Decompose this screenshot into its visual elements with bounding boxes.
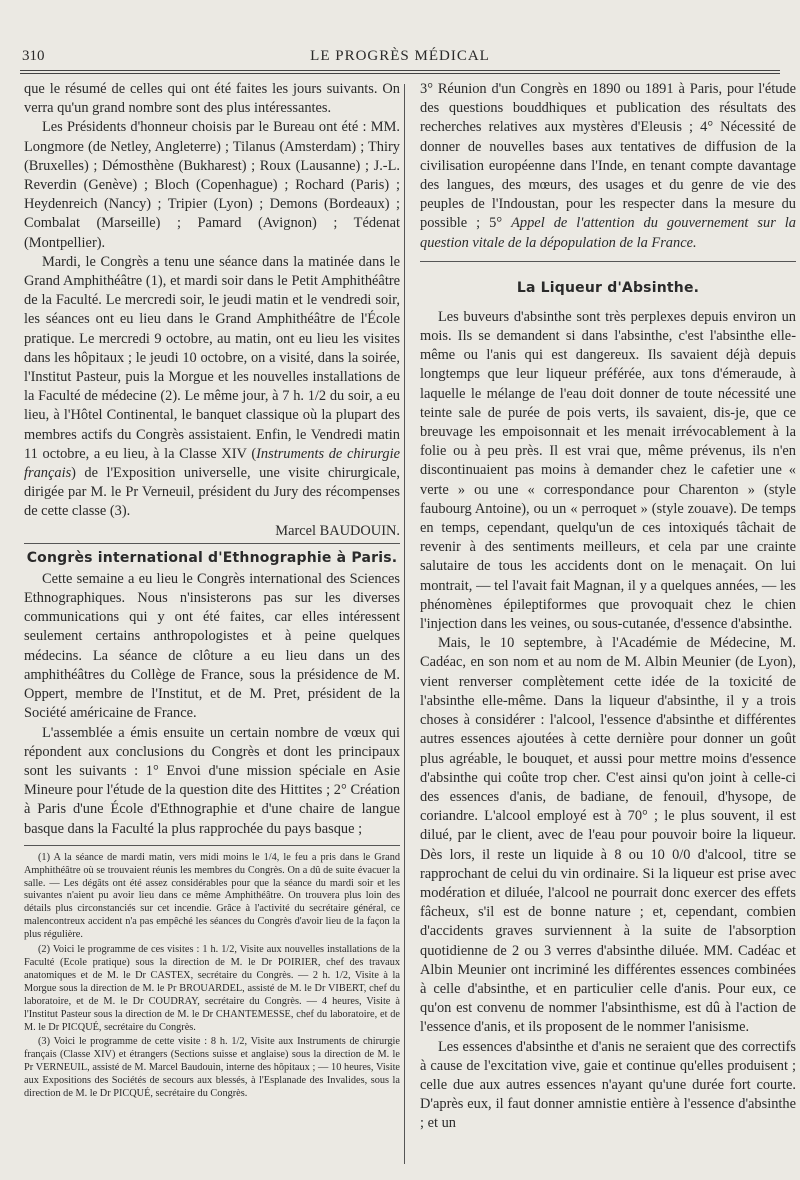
column-divider (404, 84, 405, 1164)
page-number: 310 (22, 48, 45, 64)
running-header (22, 46, 778, 68)
paragraph: Mais, le 10 septembre, à l'Académie de Médecine, M. Cadéac, en son nom et au nom de M. Albin Meunier (de Lyon), vient renverser complètement cette idée de la toxicité de l'absinthe elle-même. Dans la liqueur d'absinthe, il y a trois choses à considérer : l'alcool, l'essence d'absinthe et différentes autres essences ajoutées à cette dernière pour donner un goût plus agréable, le bouquet, et aussi pour mettre moins d'essence d'absinthe qui coûte trop cher. C'est ainsi qu'on joint à celle-ci des essences d'anis, de badiane, de fenouil, d'hysope, de coriandre. L'alcool employé est à 70° ; le plus souvent, il est dilué, par le client, avec de l'eau pour pouvoir boire la liqueur. Dès lors, il reste un liquide à 8 ou 10 0/0 d'alcool, titre se rapprochant de celui du vin ordinaire. Si la liqueur est prise avec modération et diluée, l'alcool ne pourrait donc exercer des effets fâcheux, s'il est de bonne nature ; et, cependant, combien d'accidents graves surviennent à la suite de l'absorption quotidienne de 2 ou 3 verres d'absinthe diluée. MM. Cadéac et Albin Meunier ont incriminé les différentes essences combinées à celle d'absinthe, et en particulier celle d'anis. Pour eux, ce qu'on est convenu de nommer l'absinthisme, est dû à l'action de l'essence d'anis, et ils proposent de le nommer l'anisisme. (420, 635, 796, 1036)
header-rule-second (20, 73, 780, 74)
paragraph: Les essences d'absinthe et d'anis ne seraient que des correctifs à cause de l'excitation vive, gaie et continue qu'elles produisent ; celle due aux autres essences n'ayant qu'une durée fort courte. D'après eux, il faut donner amnistie entière à l'essence d'absinthe ; et un (420, 1038, 796, 1132)
paragraph: Les Présidents d'honneur choisis par le Bureau ont été : MM. Longmore (de Netley, Angleterre) ; Tilanus (Amsterdam) ; Thiry (Bruxelles) ; Démosthène (Bukharest) ; Roux (Lausanne) ; J.-L. Reverdin (Genève) ; Bloch (Copenhague) ; Rochard (Paris) ; Heydenreich (Nancy) ; Tripier (Lyon) ; Demons (Bordeaux) ; Combalat (Marseille) ; Pamard (Avignon) ; Tédenat (Montpellier). (24, 119, 400, 251)
left-column (24, 80, 400, 1103)
footnotes (24, 845, 400, 1101)
text-run: Mardi, le Congrès a tenu une séance dans la matinée dans le Grand Amphithéâtre (1), et mardi soir dans le Petit Amphithéâtre de la Faculté. Le mercredi soir, le jeudi matin et le vendredi soir, les séances ont eu lieu dans le Grand Amphithéâtre de l'École pratique. Le mercredi 9 octobre, au matin, ont eu lieu les visites dans les hôpitaux ; le jeudi 10 octobre, on a visité, dans la soirée, l'Institut Pasteur, puis la Morgue et les nouvelles installations de la Faculté de médecine (2). Le même jour, à 7 h. 1/2 du soir, a eu lieu, à l'Hôtel Continental, le banquet classique où la plupart des membres actifs du Congrès assistaient. Enfin, le Vendredi matin 11 octobre, a eu lieu, à la Classe XIV ( (24, 253, 400, 462)
section-rule (24, 543, 400, 544)
footnote: (2) Voici le programme de ces visites : 1 h. 1/2, Visite aux nouvelles installations de la Faculté (Ecole pratique) sous la direction de M. le Dr POIRIER, chef des travaux anatomiques et de M. le Dr CASTEX, secrétaire du Congrès. — 2 h. 1/2, Visite à la Morgue sous la direction de M. le Pr BROUARDEL, assisté de M. le Dr VIBERT, chef du laboratoire, et de M. le Dr COUDRAY, secrétaire du Congrès. — 4 heures, Visite à l'Institut Pasteur sous la direction de M. le Dr CHANTEMESSE, chef du laboratoire, et de M. le Dr PICQUÉ, secrétaire du Congrès. (24, 944, 400, 1033)
section-heading: Congrès international d'Ethnographie à Paris. (26, 549, 398, 566)
right-column (420, 80, 796, 1134)
paragraph: Cette semaine a eu lieu le Congrès international des Sciences Ethnographiques. Nous n'insisterons pas sur les diverses communications qui y ont été faites, car elles intéressent seulement certains anthropologistes et à peine quelques médecins. La séance de clôture a eu lieu dans un des amphithéâtres du Collège de France, sous la présidence de M. Oppert, membre de l'Institut, et de M. Pret, président de la Société américaine de France. (24, 570, 400, 722)
footnote: (1) A la séance de mardi matin, vers midi moins le 1/4, le feu a pris dans le Grand Amphithéâtre où se trouvaient réunis les membres du Congrès. On a dû de suite évacuer la salle. — Les dégâts ont été assez considérables pour que la séance du mardi soir et les suivantes n'aient pu avoir lieu dans ce même Amphithéâtre. On trouvera plus loin des détails plus circonstanciés sur cet incendie. Grâce à l'activité du secrétaire général, ce malencontreux accident n'a pas empêché les séances du Congrès d'avoir lieu de la façon la plus régulière. (24, 851, 400, 941)
header-rule (20, 70, 780, 71)
text-run: ) de l'Exposition universelle, une visite chirurgicale, dirigée par M. le Pr Verneuil, président du Jury des récompenses de cette classe (3). (24, 465, 400, 520)
paragraph: L'assemblée a émis ensuite un certain nombre de vœux qui répondent aux conclusions du Congrès et dont les principaux sont les suivants : 1° Envoi d'une mission spéciale en Asie Mineure pour l'étude de la question dite des Hittites ; 2° Création à Paris d'une École d'Ethnographie et d'une chaire de langue basque dans la Faculté la plus rapprochée du pays basque ; (24, 724, 400, 837)
italic-run: Instruments de chirurgie français (24, 445, 400, 482)
text-run: 3° Réunion d'un Congrès en 1890 ou 1891 à Paris, pour l'étude des questions bouddhiques et publication des résultats des recherches relatives aux mystères d'Eleusis ; 4° Nécessité de donner de nouvelles bases aux tentatives de diffusion de la civilisation européenne dans l'Inde, en tenant compte davantage des langues, des mœurs, des usages et du genre de vie des peuples de l'Indoustan, pour les respecter dans la mesure du possible ; 5° (420, 81, 796, 232)
italic-run: Appel de l'attention du gouvernement sur la question vitale de la dépopulation de la France. (420, 215, 796, 251)
section-heading: La Liqueur d'Absinthe. (516, 279, 700, 296)
paragraph: que le résumé de celles qui ont été faites les jours suivants. On verra qu'un grand nombre sont des plus intéressantes. (24, 81, 400, 117)
paragraph (420, 80, 796, 253)
paragraph (24, 253, 400, 522)
footnote: (3) Voici le programme de cette visite : 8 h. 1/2, Visite aux Instruments de chirurgie français (Classe XIV) et étrangers (Sections suisse et anglaise) sous la direction de M. le Pr VERNEUIL, assisté de M. Marcel Baudouin, interne des hôpitaux ; — 10 heures, Visite aux Expositions des Sociétés de secours aux blessés, à l'Esplanade des Invalides, sous la direction de M. le Dr PICQUÉ, secrétaire du Congrès. (24, 1036, 400, 1100)
author-signature: Marcel BAUDOUIN. (275, 522, 400, 539)
paragraph: Les buveurs d'absinthe sont très perplexes depuis environ un mois. Ils se demandent si dans l'absinthe, c'est l'absinthe elle-même ou l'anis qui est dangereux. Ils savaient déjà depuis longtemps que leur liqueur préférée, aux tons d'émeraude, à laquelle le mélange de l'eau doit donner de toute nécessité une teinte sale de purée de pois verts, ils savaient, dis-je, que ce breuvage les empoisonnait et les menait irrévocablement à la folie ou à peu près. Il est vrai que, même prévenus, ils n'en discontinuaient pas moins à demander chez le cafetier une « verte » ou une « correspondance pour Charenton » (style faubourg Antoine), ou un « perroquet » (style zouave). De temps en temps, cependant, quelqu'un de ces intoxiqués tâchait de revenir à des sentiments meilleurs, et cela par une crainte salutaire de tous les accidents dont on le menaçait. On lui montrait, — tel l'avait fait Magnan, il y a quelques années, — les phénomènes épileptiformes que provoquait chez le chien l'injection dans les veines, ou sous-cutanée, d'essence d'absinthe. (420, 308, 796, 633)
journal-title: LE PROGRÈS MÉDICAL (310, 48, 490, 64)
section-rule (420, 261, 796, 262)
